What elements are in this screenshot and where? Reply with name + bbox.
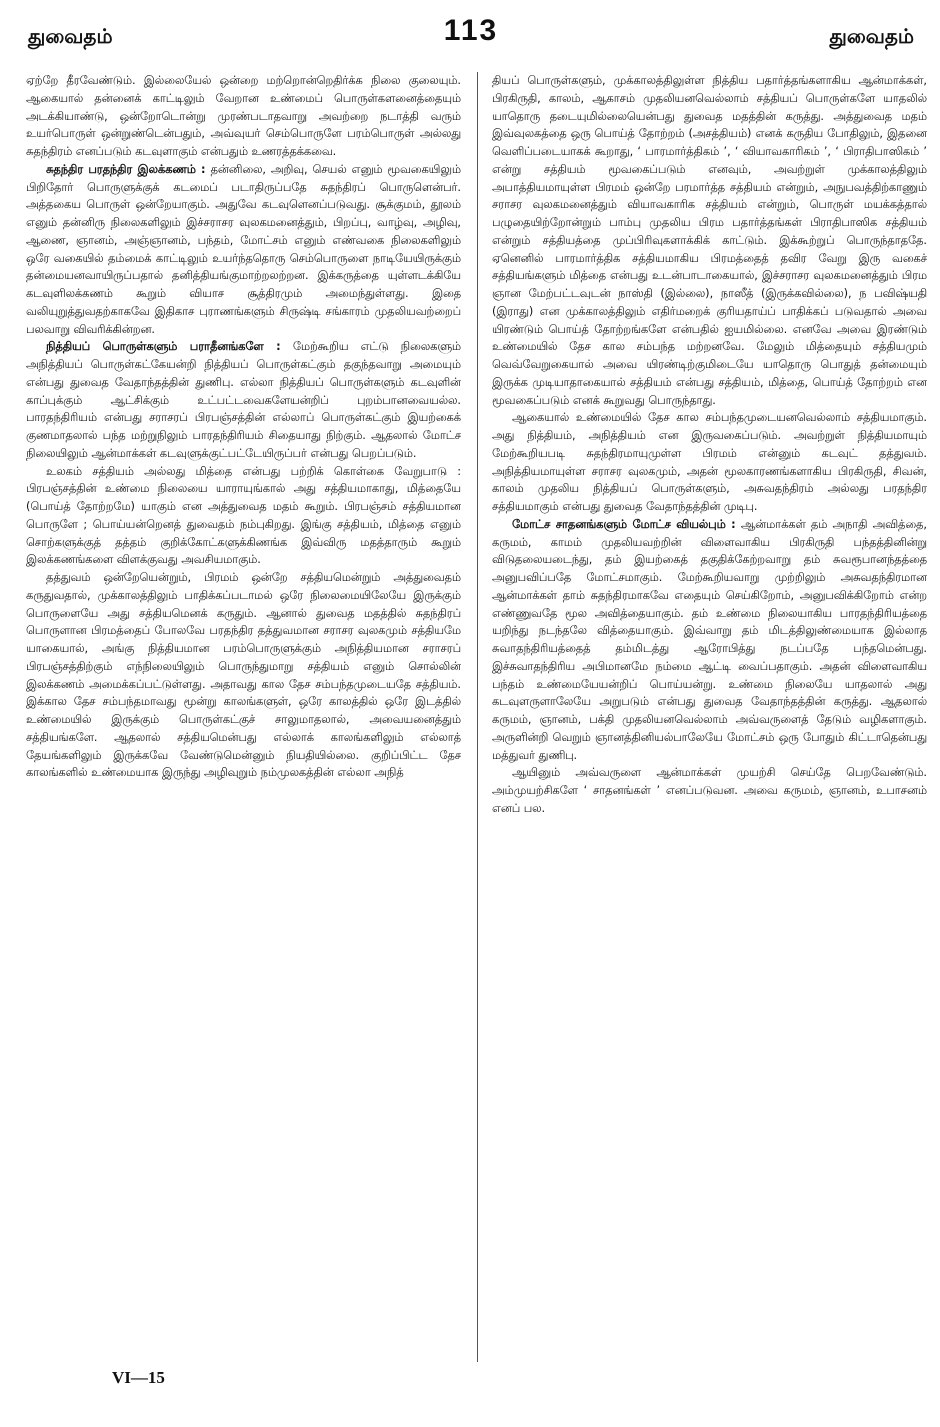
paragraph bbox=[26, 569, 461, 782]
paragraph bbox=[492, 764, 927, 817]
section-heading: மோட்ச சாதனங்களும் மோட்ச வியல்பும் : bbox=[512, 517, 736, 531]
paragraph-text: மேற்கூறிய எட்டு நிலைகளும் அநித்தியப் பொருள்கட்கேயன்றி நித்தியப் பொருள்கட்கும் தகுந்தவாறு அமையும் என்பது துவைத வேதாந்தத்தின் துணிபு. எல்லா நித்தியப் பொருள்களும் கடவுளின் காப்புக்கும் ஆட்சிக்கும் உட்பட்டவைகளேயன்றிப் புறம்பானவையல்ல. பாரதந்திரியம் என்பது சராசரப் பிரபஞ்சத்தின் எல்லாப் பொருள்கட்கும் இயற்கைக் குணமாதலால் பந்த மற்றுநிலும் பாரதந்திரியம் சிதையாது நிற்கும். ஆதலால் மோட்ச நிலையிலும் ஆன்மாக்கள் கடவுளுக்குட்பட்டேயிருப்பர் என்பது பெறப்படும். bbox=[26, 340, 461, 460]
left-column bbox=[26, 72, 461, 1362]
paragraph-text: ஆகையால் உண்மையில் தேச கால சம்பந்தமுடையனவெல்லாம் சத்தியமாகும். அது நித்தியம், அநித்தியம் என இருவகைப்படும். அவற்றுள் நித்தியமாயும் மேற்கூறியபடி சுதந்திரமாயுமுள்ள பிரமம் என்னும் கடவுட் தத்துவம். அநித்தியமாயுள்ள சராசர வுலகமும், அதன் மூலகாரணங்களாகிய பிரகிருதி, சிவன், காலம் முதலிய நித்தியப் பொருள்களும், அசுவதந்திரம் அல்லது பரதந்திர சத்தியமாகும் என்பது துவைத வேதாந்தத்தின் முடிபு. bbox=[492, 411, 927, 513]
paragraph bbox=[26, 161, 461, 339]
paragraph-text: ஏற்றே தீரவேண்டும். இல்லையேல் ஒன்றை மற்றொன்றெதிர்க்க நிலை குலையும். ஆகையால் தன்னைக் காட்டிலும் வேறான உண்மைப் பொருள்களனைத்தையும் அடக்கியாண்டு, ஒன்றோடொன்று முரண்படாதவாறு அவற்றை நடாத்தி வரும் உயர்பொருள் ஒன்றுண்டென்பதும், அவ்வுயர் செம்பொருளே பரம்பொருள் அல்லது சுதந்திரம் எனப்படும் கடவுளாகும் என்பதும் உணரத்தக்கவை. bbox=[26, 74, 461, 158]
paragraph-text: தியப் பொருள்களும், முக்காலத்திலுள்ள நித்திய பதார்த்தங்களாகிய ஆன்மாக்கள், பிரகிருதி, காலம், ஆகாசம் முதலியனவெல்லாம் சத்தியப் பொருள்களே யாதலில் யாதொரு தடையுமில்லையென்பது துவைத மதத்தின் கருத்து. அத்துவைத மதம் இவ்வுலகத்தை ஒரு பொய்த் தோற்றம் (அசத்தியம்) எனக் கருதிய போதிலும், இதனை வெளிப்படையாகக் கூறாது, ‘ பாரமார்த்திகம் ’, ‘ வியாவகாரிகம் ’, ‘ பிராதிபாஸிகம் ’ என்று சத்தியம் மூவகைப்படும் எனவும், அவற்றுள் முக்காலத்திலும் அபாத்தியமாயுள்ள பிரமம் ஒன்றே பரமார்த்த சத்தியம் என்றும், அநுபவத்திற்காணும் சராசர வுலகமனைத்தும் வியாவகாரிக சத்தியம் என்றும், பொருள் மயக்கத்தால் பழுதையிற்றோன்றும் பாம்பு முதலிய பிரம பதார்த்தங்கள் பிராதிபாஸிக சத்தியம் என்றும் சத்தியத்தை முப்பிரிவுகளாக்கிக் காட்டும். இக்கூற்றுப் பொருந்தாததே. ஏனெனில் பாரமார்த்திக சத்தியமாகிய பிரமத்தைத் தவிர வேறு இரு வகைச் சத்தியங்களும் மித்தை என்பது உடன்பாடாகையால், இச்சராசர வுலகமனைத்தும் பிரம ஞான மேற்பட்டவுடன் நாஸ்தி (இல்லை), நாஸீத் (இருக்கவில்லை), ந பவிஷ்யதி (இராது) என முக்காலத்திலும் எதிர்மறைக் குரியதாய்ப் பாதிக்கப் படுவதால் அவை யிரண்டும் பொய்த் தோற்றங்களே என்பதில் ஐயமில்லை. எனவே அவை இரண்டும் உண்மையில் தேச கால சம்பந்த மற்றனவே. மேலும் மித்தையும் சத்தியமும் வெவ்வேறுகையால் அவை யிரண்டிற்குமிடையே யாதொரு பொதுத் தன்மையும் இருக்க முடியாதாகையால் சத்தியம் என்பது சத்தியம், மித்தை, பொய்த் தோற்றம் என மூவகைப்படும் எனக் கூறுவது பொருந்தாது. bbox=[492, 74, 927, 407]
paragraph bbox=[26, 72, 461, 161]
running-title-left: துவைதம் bbox=[28, 24, 113, 48]
column-divider bbox=[477, 72, 478, 1362]
section-heading: சுதந்திர பரதந்திர இலக்கணம் : bbox=[46, 162, 206, 176]
section-heading: நித்தியப் பொருள்களும் பராதீனங்களே : bbox=[46, 340, 281, 354]
paragraph-text: உலகம் சத்தியம் அல்லது மித்தை என்பது பற்றிக் கொள்கை வேறுபாடு : பிரபஞ்சத்தின் உண்மை நிலையை யாராயுங்கால் அது சத்தியமாகாது, மித்தையே (பொய்த் தோற்றமே) யாகும் என அத்துவைத மதம் கூறும். பிரபஞ்சம் சத்தியமான பொருளே ; பொய்யன்றெனத் துவைதம் நம்புகிறது. இங்கு சத்தியம், மித்தை எனும் சொற்களுக்குத் தத்தம் குறிக்கோட்களுக்கிணங்க இவ்விரு மதத்தாரும் கூறும் இலக்கணங்களை விளக்குவது அவசியமாகும். bbox=[26, 464, 461, 567]
paragraph bbox=[26, 463, 461, 570]
paragraph bbox=[492, 516, 927, 765]
paragraph bbox=[492, 72, 927, 409]
paragraph-text: ஆன்மாக்கள் தம் அநாதி அவித்தை, கருமம், காமம் முதலியவற்றின் விளைவாகிய பிரகிருதி பந்தத்தினின்று விடுதலையடைந்து, தம் இயற்கைத் தகுதிக்கேற்றவாறு தம் சுவரூபானந்தத்தை அனுபவிப்பதே மோட்சமாகும். மேற்கூறியவாறு முற்றிலும் அசுவதந்திரமான ஆன்மாக்கள் தாம் சுதந்திரமாகவே எதையும் செய்கிறோம், அனுபவிக்கிறோம் என்ற எண்ணுவதே மூல அவித்தையாகும். தம் உண்மை நிலையாகிய பாரதந்திரியத்தை யறிந்து நடந்தலே வித்தையாகும். இவ்வாறு தம் மிடத்திலுண்மையாக இல்லாத சுவாதந்திரியத்தைத் தம்மிடத்து ஆரோபித்து நடப்பதே பந்தமென்பது. இச்சுவாதந்திரிய அபிமானமே நம்மை ஆட்டி வைப்பதாகும். அதன் விளைவாகிய பந்தம் உண்மையேயன்றிப் பொய்யன்று. உண்மை நிலையே யாதலால் அது கடவுளருளாலேயே அறுபடும் என்பது துவைத வேதாந்தத்தின் கருத்து. ஆதலால் கருமம், ஞானம், பக்தி முதலியனவெல்லாம் அவ்வருளைத் தேடும் வழிகளாகும். அருளின்றி வெறும் ஞானத்தினியல்பாலேயே மோட்சம் ஒரு போதும் கிட்டாதென்பது மத்துவர் துணிபு. bbox=[492, 517, 927, 762]
page-header bbox=[22, 14, 920, 64]
paragraph bbox=[492, 409, 927, 516]
running-title-right: துவைதம் bbox=[829, 24, 914, 48]
paragraph-text: தத்துவம் ஒன்றேயென்றும், பிரமம் ஒன்றே சத்தியமென்றும் அத்துவைதம் கருதுவதால், முக்காலத்திலும் பாதிக்கப்படாமல் ஒரே நிலைமையிலேயே இருக்கும் பொருளையே அது சத்தியமெனக் கருதும். ஆனால் துவைத மதத்தில் சுதந்திரப் பொருளான பிரமத்தைப் போலவே பரதந்திர தத்துவமான சராசர வுலகமும் சத்தியமே யாகையால், அங்கு நித்தியமான பரம்பொருளுக்கும் அநித்தியமான சராசரப் பிரபஞ்சத்திற்கும் எந்நிலையிலும் பொருந்துமாறு சத்தியம் எனும் சொல்லின் இலக்கணம் அமைக்கப்பட்டுள்ளது. அதாவது கால தேச சம்பந்தமுடையதே சத்தியம். இக்கால தேச சம்பந்தமாவது மூன்று காலங்களுள், ஒரே காலத்தில் ஒரே இடத்தில் உண்மையில் இருக்கும் பொருள்கட்குச் சாலுமாதலால், அவையனைத்தும் சத்தியங்களே. ஆதலால் சத்தியமென்பது எல்லாக் காலங்களிலும் எல்லாத் தேயங்களிலும் இருக்கவே வேண்டுமென்னும் நியதியில்லை. குறிப்பிட்ட தேச காலங்களில் உண்மையாக இருந்து அழிவுறும் நம்முலகத்தின் எல்லா அநித் bbox=[26, 571, 461, 780]
paragraph-text: ஆயினும் அவ்வருளை ஆன்மாக்கள் முயற்சி செய்தே பெறவேண்டும். அம்முயற்சிகளே ‘ சாதனங்கள் ’ எனப்படுவன. அவை கருமம், ஞானம், உபாசனம் எனப் பல. bbox=[492, 766, 927, 815]
paragraph bbox=[26, 338, 461, 462]
right-column bbox=[492, 72, 927, 1362]
text-columns bbox=[26, 72, 926, 1362]
volume-page-mark: VI—15 bbox=[112, 1368, 165, 1387]
page-number: 113 bbox=[443, 14, 499, 47]
paragraph-text: தன்னிலை, அறிவு, செயல் எனும் மூவகையிலும் பிறிதோர் பொருளுக்குக் கடமைப் படாதிருப்பதே சுதந்திரப் பொருளென்பர். அத்தகைய பொருள் ஒன்றேயாகும். அதுவே கடவுளெனப்படுவது. சூக்குமம், தூலம் எனும் தன்னிரு நிலைகளிலும் இச்சராசர வுலகமனைத்தும், பிறப்பு, வாழ்வு, அழிவு, ஆணை, ஞானம், அஞ்ஞானம், பந்தம், மோட்சம் எனும் எண்வகை நிலைகளிலும் ஒரே வகையில் தம்மைக் காட்டிலும் உயர்ந்ததொரு செம்பொருளை நாடியேயிருக்கும் தன்மையனவாயிருப்பதால் தனித்தியங்குமாற்றலற்றன. இக்கருத்தை யுள்ளடக்கியே கடவுளிலக்கணம் கூறும் வியாச சூத்திரமும் அமைந்துள்ளது. இதை வலியுறுத்துவதற்காகவே இதிகாச புராணங்களும் சிருஷ்டி சங்காரம் முதலியவற்றைப் பலவாறு விவரிக்கின்றன. bbox=[26, 162, 461, 336]
